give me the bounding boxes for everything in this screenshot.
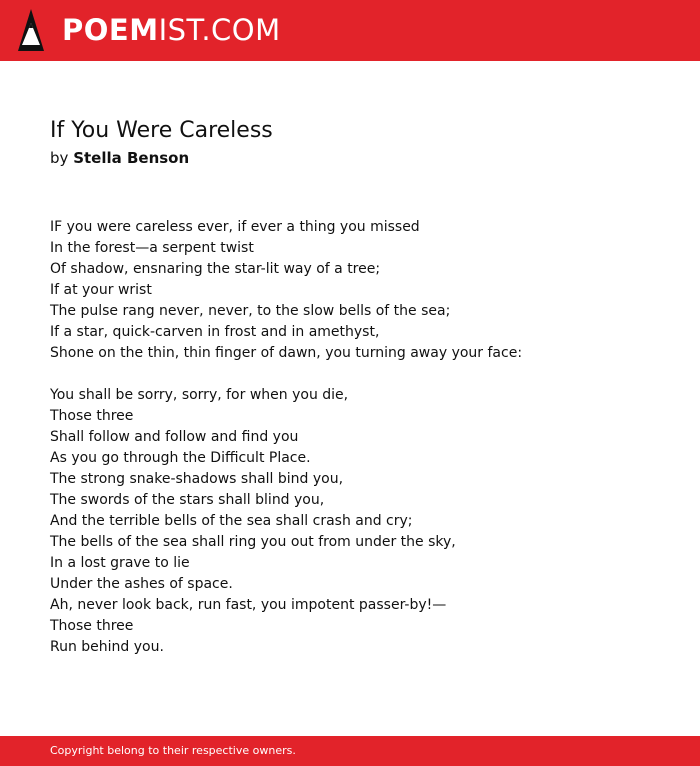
poem-line: Those three xyxy=(50,408,134,424)
poem-stanza-1 xyxy=(50,217,670,364)
site-logo-text xyxy=(62,12,281,47)
poem-line: Those three xyxy=(50,618,134,634)
poem-line: Of shadow, ensnaring the star-lit way of a tree; xyxy=(50,261,381,277)
poem-line: In the forest—a serpent twist xyxy=(50,240,254,256)
poem-byline xyxy=(50,146,670,170)
poem-line: You shall be sorry, sorry, for when you die, xyxy=(50,387,349,403)
site-footer xyxy=(0,736,700,766)
poem-content xyxy=(50,116,670,679)
poem-line: The bells of the sea shall ring you out from under the sky, xyxy=(50,534,456,550)
poem-title: If You Were Careless xyxy=(50,118,273,143)
poem-stanza-2 xyxy=(50,385,670,658)
poem-line: If at your wrist xyxy=(50,282,152,298)
poem-line: Under the ashes of space. xyxy=(50,576,233,592)
poem-line: As you go through the Difficult Place. xyxy=(50,450,311,466)
poem-author: Stella Benson xyxy=(73,149,190,167)
poem-line: IF you were careless ever, if ever a thing you missed xyxy=(50,219,420,235)
site-logo-link[interactable] xyxy=(18,9,281,51)
poem-line: Ah, never look back, run fast, you impotent passer-by!— xyxy=(50,597,447,613)
poem-line: The pulse rang never, never, to the slow bells of the sea; xyxy=(50,303,451,319)
poem-line: The swords of the stars shall blind you, xyxy=(50,492,325,508)
poem-line: If a star, quick-carven in frost and in amethyst, xyxy=(50,324,380,340)
poem-line: Shall follow and follow and find you xyxy=(50,429,299,445)
poem-line: Shone on the thin, thin finger of dawn, you turning away your face: xyxy=(50,345,523,361)
logo-bold-part: POEM xyxy=(62,12,159,47)
poem-body xyxy=(50,217,670,658)
pencil-icon xyxy=(18,9,44,51)
logo-light-part: IST.COM xyxy=(158,12,281,47)
poem-line: And the terrible bells of the sea shall crash and cry; xyxy=(50,513,413,529)
byline-prefix: by xyxy=(50,149,69,167)
poem-line: Run behind you. xyxy=(50,639,164,655)
poem-line: The strong snake-shadows shall bind you, xyxy=(50,471,344,487)
site-header xyxy=(0,0,700,61)
poem-line: In a lost grave to lie xyxy=(50,555,190,571)
copyright-notice: Copyright belong to their respective owners. xyxy=(50,744,296,757)
